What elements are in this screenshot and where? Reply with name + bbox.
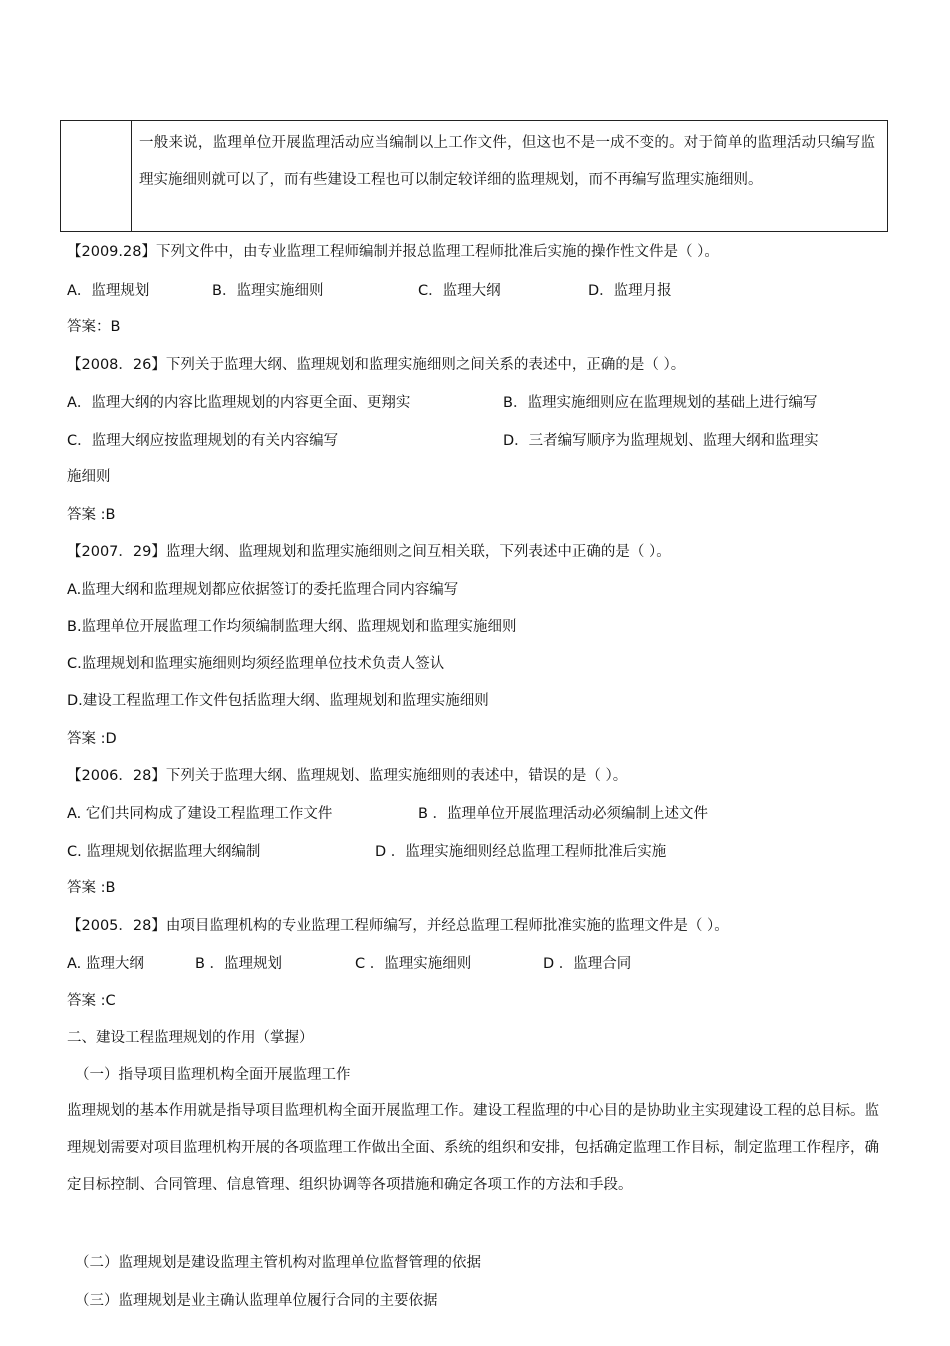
q2008-option-d: D．三者编写顺序为监理规划、监理大纲和监理实 [503, 433, 819, 449]
q2006-option-c: C. 监理规划依据监理大纲编制 [67, 844, 261, 860]
q2009-answer: 答案：B [67, 319, 121, 335]
question-2007-stem: 【2007．29】监理大纲、监理规划和监理实施细则之间互相关联，下列表述中正确的是（ ）。 [67, 544, 671, 560]
subheading-3: （三）监理规划是业主确认监理单位履行合同的主要依据 [75, 1293, 438, 1309]
q2005-option-b: B ．监理规划 [195, 956, 283, 972]
q2006-option-d: D ．监理实施细则经总监理工程师批准后实施 [375, 844, 667, 860]
q2009-option-d: D．监理月报 [588, 283, 672, 299]
q2008-option-a: A．监理大纲的内容比监理规划的内容更全面、更翔实 [67, 395, 411, 411]
q2007-option-a: A.监理大纲和监理规划都应依据签订的委托监理合同内容编写 [67, 582, 459, 598]
subheading-1: （一）指导项目监理机构全面开展监理工作 [75, 1067, 351, 1083]
question-2009-stem: 【2009.28】下列文件中，由专业监理工程师编制并报总监理工程师批准后实施的操作性文件是（ ）。 [67, 244, 719, 260]
q2006-option-b: B ．监理单位开展监理活动必须编制上述文件 [418, 806, 709, 822]
q2007-answer: 答案 :D [67, 731, 117, 747]
q2005-option-c: C ．监理实施细则 [355, 956, 472, 972]
q2009-option-b: B．监理实施细则 [212, 283, 324, 299]
q2005-option-a: A. 监理大纲 [67, 956, 144, 972]
question-2008-stem: 【2008．26】下列关于监理大纲、监理规划和监理实施细则之间关系的表述中，正确的是（ ）。 [67, 357, 686, 373]
table-note-text: 一般来说，监理单位开展监理活动应当编制以上工作文件，但这也不是一成不变的。对于简单的监理活动只编写监理实施细则就可以了，而有些建设工程也可以制定较详细的监理规划，而不再编写监理实施细则。 [139, 135, 875, 188]
q2007-option-c: C.监理规划和监理实施细则均须经监理单位技术负责人签认 [67, 656, 445, 672]
q2006-option-a: A. 它们共同构成了建设工程监理工作文件 [67, 806, 333, 822]
section-heading: 二、建设工程监理规划的作用（掌握） [67, 1030, 314, 1046]
q2008-option-d-cont: 施细则 [67, 469, 111, 485]
q2009-option-a: A．监理规划 [67, 283, 150, 299]
q2008-option-c: C．监理大纲应按监理规划的有关内容编写 [67, 433, 339, 449]
q2005-answer: 答案 :C [67, 993, 116, 1009]
q2007-option-b: B.监理单位开展监理工作均须编制监理大纲、监理规划和监理实施细则 [67, 619, 517, 635]
q2007-option-d: D.建设工程监理工作文件包括监理大纲、监理规划和监理实施细则 [67, 693, 489, 709]
paragraph-role: 监理规划的基本作用就是指导项目监理机构全面开展监理工作。建设工程监理的中心目的是协助业主实现建设工程的总目标。监理规划需要对项目监理机构开展的各项监理工作做出全面、系统的组织和安排，包括确定监理工作目标，制定监理工作程序，确定目标控制、合同管理、信息管理、组织协调等各项措施和确定各项工作的方法和手段。 [67, 1103, 879, 1193]
q2009-option-c: C．监理大纲 [418, 283, 501, 299]
table-divider [131, 121, 132, 231]
question-2006-stem: 【2006．28】下列关于监理大纲、监理规划、监理实施细则的表述中，错误的是（ ）。 [67, 768, 628, 784]
q2005-option-d: D ．监理合同 [543, 956, 632, 972]
q2008-option-b: B．监理实施细则应在监理规划的基础上进行编写 [503, 395, 818, 411]
q2008-answer: 答案 :B [67, 507, 116, 523]
subheading-2: （二）监理规划是建设监理主管机构对监理单位监督管理的依据 [75, 1255, 481, 1271]
question-2005-stem: 【2005．28】由项目监理机构的专业监理工程师编写，并经总监理工程师批准实施的监理文件是（ ）。 [67, 918, 729, 934]
q2006-answer: 答案 :B [67, 880, 116, 896]
note-table [60, 120, 888, 232]
